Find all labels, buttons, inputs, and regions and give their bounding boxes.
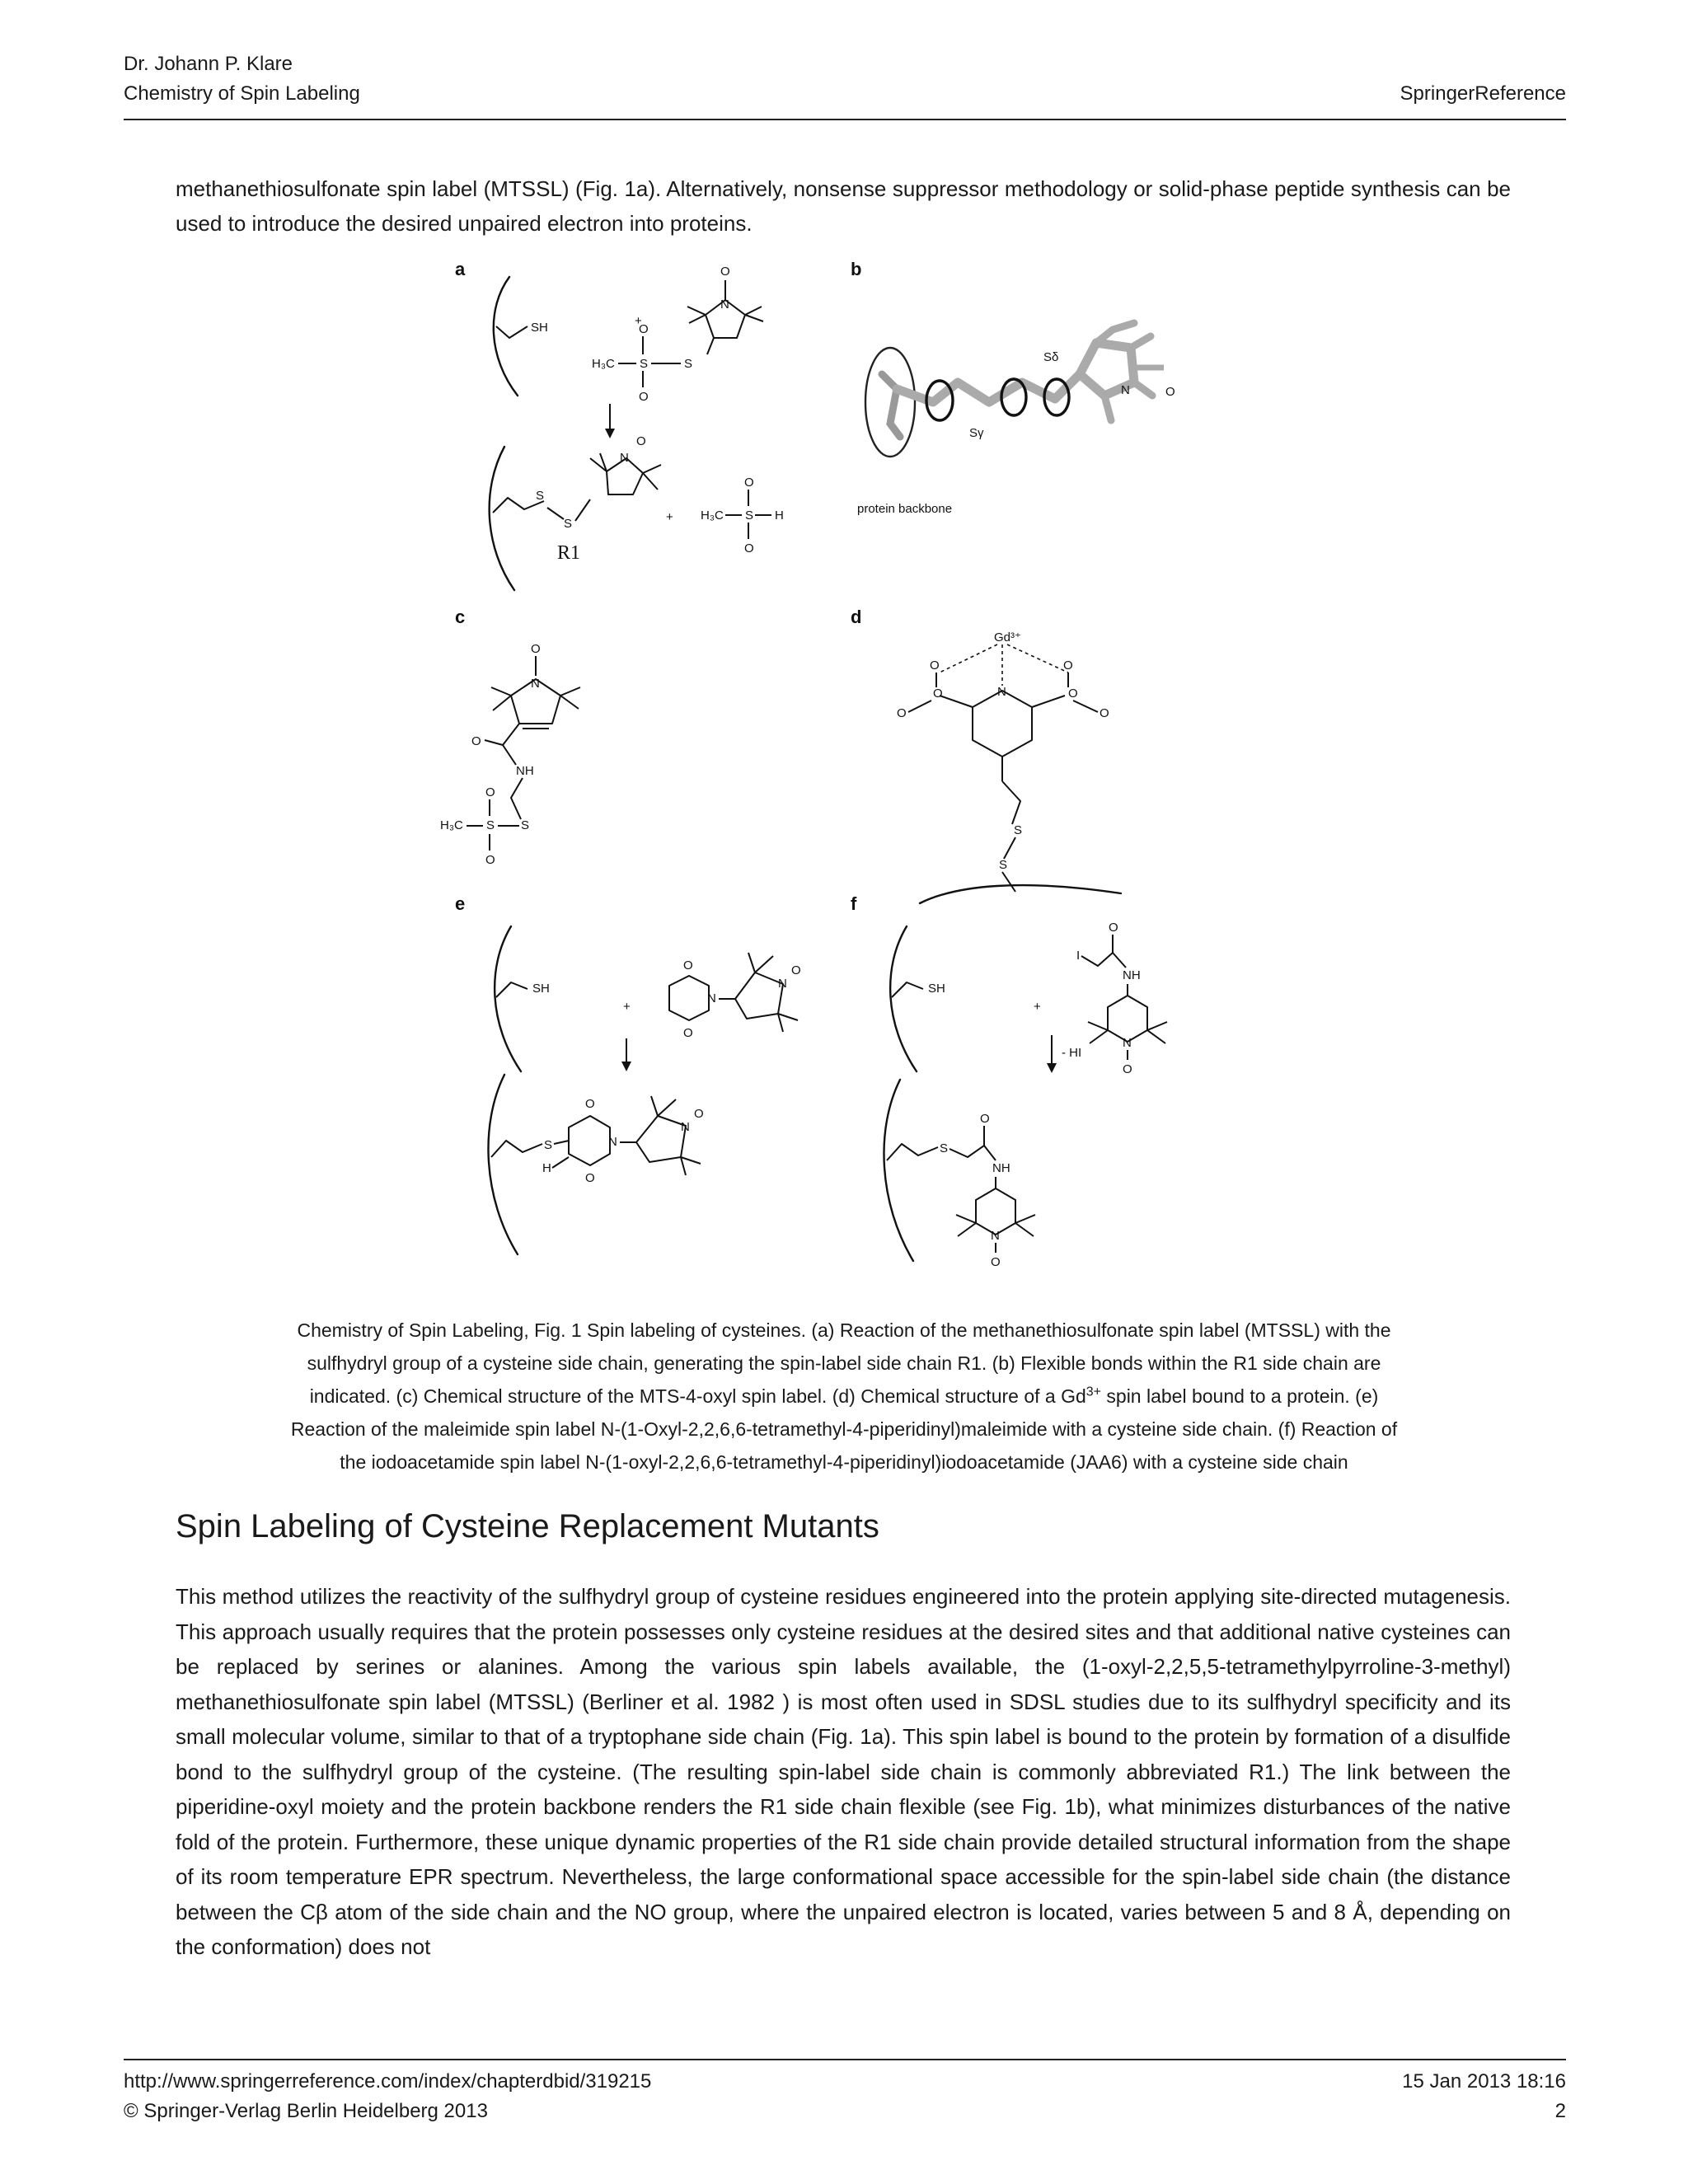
pyridine-ring bbox=[973, 691, 1032, 757]
caption-line: sulfhydryl group of a cysteine side chain, generating the spin-label side chain R1. (b) Flexible bonds within the R1 side chain are bbox=[307, 1352, 1381, 1374]
svg-text:NH: NH bbox=[516, 764, 534, 778]
svg-text:SH: SH bbox=[928, 982, 945, 996]
svg-text:O: O bbox=[531, 642, 541, 656]
svg-text:S: S bbox=[745, 509, 754, 523]
protein-chain bbox=[488, 1075, 518, 1254]
mtssl-reagent bbox=[592, 265, 763, 404]
svg-text:SH: SH bbox=[532, 982, 550, 996]
svg-text:N: N bbox=[720, 298, 729, 312]
header-rule bbox=[124, 119, 1566, 120]
footer-copyright: © Springer-Verlag Berlin Heidelberg 2013 bbox=[124, 2100, 488, 2122]
caption-line: Reaction of the maleimide spin label N-(1-Oxyl-2,2,6,6-tetramethyl-4-piperidinyl)maleimide with a cysteine side chain. (f) Reaction of bbox=[290, 1418, 1398, 1440]
svg-text:O: O bbox=[485, 785, 495, 799]
svg-text:N: N bbox=[608, 1135, 617, 1149]
panel-label-b: b bbox=[851, 259, 862, 279]
svg-text:S: S bbox=[1014, 823, 1023, 837]
svg-text:O: O bbox=[1068, 687, 1078, 701]
svg-text:O: O bbox=[1109, 921, 1118, 935]
svg-text:N: N bbox=[1121, 383, 1130, 397]
caption-line: Chemistry of Spin Labeling, Fig. 1 Spin labeling of cysteines. (a) Reaction of the methanethiosulfonate spin label (MTSSL) with the bbox=[297, 1319, 1391, 1341]
maleimide-ring bbox=[669, 976, 709, 1020]
svg-text:O: O bbox=[720, 265, 730, 279]
svg-text:S: S bbox=[684, 357, 693, 371]
pyrroline-ring bbox=[636, 1116, 686, 1162]
svg-text:O: O bbox=[471, 734, 481, 748]
svg-text:O: O bbox=[585, 1171, 595, 1185]
svg-text:O: O bbox=[485, 853, 495, 867]
figure-1 bbox=[440, 251, 1236, 1309]
body-paragraph: This method utilizes the reactivity of the sulfhydryl group of cysteine residues engineered into the protein applying site-directed mutagenesis. This approach usually requires that the protein possesses only cysteine residues at the desired sites and that additional native cysteines can be replaced by serines or alanines. Among the various spin labels available, the (1-oxyl-2,2,5,5-tetramethylpyrroline-3-methyl) methanethiosulfonate spin label (MTSSL) (Berliner et al. 1982 ) is most often used in SDSL studies due to its sulfhydryl specificity and its small molecular volume, similar to that of a tryptophane side chain (Fig. 1a). This spin label is bound to the protein by formation of a disulfide bond to the sulfhydryl group of the cysteine. (The resulting spin-label side chain is commonly abbreviated R1.) The link between the piperidine-oxyl moiety and the protein backbone renders the R1 side chain flexible (see Fig. 1b), what minimizes disturbances of the native fold of the protein. Furthermore, these unique dynamic properties of the R1 side chain provide detailed structural information from the shape of its room temperature EPR spectrum. Nevertheless, the large conformational space accessible for the spin-label side chain (the distance between the Cβ atom of the side chain and the NO group, where the unpaired electron is located, varies between 5 and 8 Å, depending on the conformation) does not bbox=[176, 1584, 1511, 1959]
protein-backbone-label: protein backbone bbox=[857, 502, 953, 516]
gd-label: Gd³⁺ bbox=[994, 630, 1021, 644]
minus-hi-label: - HI bbox=[1062, 1046, 1082, 1060]
svg-text:N: N bbox=[620, 451, 629, 465]
svg-text:N: N bbox=[707, 991, 716, 1005]
panel-label-f: f bbox=[851, 893, 857, 914]
svg-text:O: O bbox=[639, 390, 649, 404]
page-header-left bbox=[124, 49, 360, 109]
sh-label: SH bbox=[531, 321, 548, 335]
svg-text:S: S bbox=[640, 357, 649, 371]
protein-chain bbox=[884, 1080, 913, 1261]
caption-line: indicated. (c) Chemical structure of the MTS-4-oxyl spin label. (d) Chemical structure of a $Gd^{3+}$ spin label bound to a protein. (e) bbox=[309, 1385, 1379, 1407]
panel-label-e: e bbox=[455, 893, 466, 914]
svg-text:O: O bbox=[1165, 385, 1175, 399]
pyrroline-ring bbox=[735, 972, 783, 1019]
svg-text:N: N bbox=[1123, 1036, 1132, 1050]
svg-text:H₃C: H₃C bbox=[592, 357, 615, 371]
r1-side-chain-stick bbox=[897, 374, 1080, 402]
protein-chain bbox=[890, 926, 917, 1071]
svg-text:N: N bbox=[531, 677, 540, 691]
svg-text:O: O bbox=[980, 1112, 990, 1126]
svg-text:O: O bbox=[1100, 706, 1109, 720]
svg-text:H₃C: H₃C bbox=[440, 818, 463, 832]
svg-text:S: S bbox=[521, 818, 530, 832]
panel-d-gd-label bbox=[897, 630, 1121, 903]
cysteine-bond bbox=[496, 326, 528, 338]
page-footer-left bbox=[124, 2067, 651, 2126]
svg-text:S: S bbox=[536, 489, 545, 503]
figure-caption bbox=[181, 1314, 1507, 1479]
panel-label-d: d bbox=[851, 607, 862, 627]
svg-text:O: O bbox=[933, 687, 943, 701]
svg-text:N: N bbox=[997, 685, 1006, 699]
svg-text:O: O bbox=[694, 1107, 704, 1121]
footer-rule bbox=[124, 2059, 1566, 2060]
svg-text:O: O bbox=[930, 658, 940, 673]
svg-text:NH: NH bbox=[992, 1161, 1010, 1175]
svg-text:O: O bbox=[1063, 658, 1073, 673]
header-title: Chemistry of Spin Labeling bbox=[124, 82, 360, 105]
svg-text:H: H bbox=[542, 1161, 551, 1175]
r1-label: R1 bbox=[557, 542, 581, 564]
intro-paragraph: methanethiosulfonate spin label (MTSSL) (Fig. 1a). Alternatively, nonsense suppressor methodology or solid-phase peptide synthesis can be used to introduce the desired unpaired electron into proteins. bbox=[176, 176, 1511, 236]
svg-text:O: O bbox=[585, 1097, 595, 1111]
svg-text:S: S bbox=[999, 858, 1008, 872]
svg-text:H₃C: H₃C bbox=[701, 509, 724, 523]
figure-1-drawing bbox=[440, 251, 1236, 1309]
panel-label-c: c bbox=[455, 607, 466, 627]
svg-text:N: N bbox=[681, 1120, 690, 1134]
caption-line: the iodoacetamide spin label N-(1-oxyl-2,2,6,6-tetramethyl-4-piperidinyl)iodoacetamide (JAA6) with a cysteine side chain bbox=[340, 1451, 1348, 1473]
svg-text:O: O bbox=[791, 963, 801, 977]
panel-label-a: a bbox=[455, 259, 466, 279]
svg-text:S: S bbox=[940, 1141, 949, 1155]
svg-text:O: O bbox=[744, 476, 754, 490]
footer-url[interactable]: http://www.springerreference.com/index/chapterdbid/319215 bbox=[124, 2070, 652, 2093]
header-author: Dr. Johann P. Klare bbox=[124, 53, 293, 75]
svg-text:O: O bbox=[897, 706, 907, 720]
page-footer-right bbox=[1402, 2067, 1566, 2126]
backbone-ellipse bbox=[865, 348, 915, 457]
svg-text:O: O bbox=[991, 1255, 1001, 1269]
svg-text:O: O bbox=[683, 1026, 693, 1040]
panel-c-mts-4-oxyl bbox=[440, 642, 580, 867]
svg-text:+: + bbox=[666, 510, 673, 524]
piperidine-ring bbox=[1108, 996, 1147, 1042]
panel-a-reaction bbox=[490, 265, 784, 590]
s-gamma-label: Sγ bbox=[969, 426, 984, 440]
succinimide-ring bbox=[569, 1116, 610, 1165]
panel-f-iodoacetamide bbox=[884, 921, 1167, 1269]
piperidine-ring bbox=[976, 1188, 1015, 1235]
s-delta-label: Sδ bbox=[1043, 350, 1059, 364]
protein-chain bbox=[920, 885, 1121, 903]
svg-text:N: N bbox=[778, 977, 787, 991]
panel-e-maleimide bbox=[488, 926, 800, 1254]
protein-chain bbox=[495, 926, 521, 1071]
protein-chain bbox=[490, 447, 514, 590]
svg-text:+: + bbox=[623, 1000, 631, 1014]
svg-text:S: S bbox=[564, 517, 573, 531]
page-number: 2 bbox=[1554, 2100, 1566, 2122]
svg-text:O: O bbox=[683, 958, 693, 972]
svg-text:S: S bbox=[544, 1138, 553, 1152]
svg-text:O: O bbox=[1123, 1062, 1132, 1076]
svg-text:O: O bbox=[744, 541, 754, 555]
section-title: Spin Labeling of Cysteine Replacement Mutants bbox=[176, 1508, 879, 1544]
svg-text:+: + bbox=[1034, 1000, 1041, 1014]
svg-text:O: O bbox=[639, 322, 649, 336]
protein-chain bbox=[494, 277, 518, 396]
svg-text:S: S bbox=[486, 818, 495, 832]
header-publisher: SpringerReference bbox=[1400, 82, 1566, 105]
plus-sign: + bbox=[635, 314, 642, 328]
svg-text:O: O bbox=[636, 434, 646, 448]
svg-text:NH: NH bbox=[1123, 968, 1141, 982]
footer-date: 15 Jan 2013 18:16 bbox=[1402, 2070, 1566, 2093]
svg-text:I: I bbox=[1076, 949, 1081, 963]
panel-b-r1-flexibility bbox=[857, 323, 1175, 516]
svg-text:H: H bbox=[775, 509, 784, 523]
svg-text:N: N bbox=[991, 1229, 1000, 1243]
